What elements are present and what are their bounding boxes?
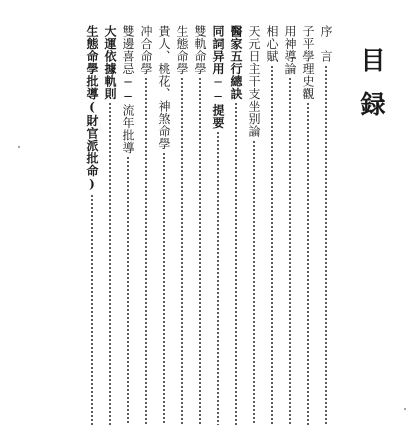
scan-speck bbox=[18, 146, 20, 148]
toc-entry-label: 冲合命學 bbox=[139, 25, 153, 75]
dot-leader bbox=[91, 194, 93, 426]
toc-entry-label: 相心賦 bbox=[265, 25, 279, 63]
toc-entry-label: 子平學理史觀 bbox=[301, 25, 315, 100]
toc-entry[interactable] bbox=[121, 25, 135, 425]
heading-char-lu: 録 bbox=[360, 90, 386, 119]
toc-entry-label: 生態命學 bbox=[175, 25, 189, 75]
dot-leader bbox=[253, 140, 255, 426]
dot-leader bbox=[127, 156, 129, 425]
scan-speck bbox=[404, 408, 406, 410]
dot-leader bbox=[163, 152, 165, 425]
dot-leader bbox=[199, 77, 201, 425]
toc-entry-label: 同詞异用──提要 bbox=[211, 25, 225, 129]
toc-entry-label: 雙軌命學 bbox=[193, 25, 207, 75]
contents-heading bbox=[355, 46, 391, 134]
toc-entry[interactable] bbox=[211, 25, 225, 425]
dot-leader bbox=[271, 65, 273, 426]
toc-entry[interactable] bbox=[247, 25, 261, 425]
toc-entry[interactable] bbox=[139, 25, 153, 425]
toc-entry[interactable] bbox=[175, 25, 189, 425]
toc-entry-label: 天元日主干支坐别論 bbox=[247, 25, 261, 138]
toc-entry[interactable] bbox=[157, 25, 171, 425]
toc-entry-label: 貴人、桃花、神煞命學 bbox=[157, 25, 171, 150]
toc-entry[interactable] bbox=[265, 25, 279, 425]
dot-leader bbox=[181, 77, 183, 425]
dot-leader bbox=[289, 77, 291, 425]
toc-entry-label: 序 言 bbox=[319, 25, 333, 63]
toc-entry[interactable] bbox=[229, 25, 243, 425]
toc-entry[interactable] bbox=[103, 25, 117, 425]
dot-leader bbox=[235, 102, 237, 425]
toc-entry[interactable] bbox=[193, 25, 207, 425]
toc-entry[interactable] bbox=[85, 25, 99, 425]
toc-entry-label: 醫家五行總訣 bbox=[229, 25, 243, 100]
toc-entry-label: 雙邊喜忌──流年批導 bbox=[121, 25, 135, 154]
toc-entry[interactable] bbox=[319, 25, 333, 425]
toc-entry-label: 用神導論 bbox=[283, 25, 297, 75]
toc-entry-label: 大運依據軌則 bbox=[103, 25, 117, 100]
toc-entry[interactable] bbox=[301, 25, 315, 425]
dot-leader bbox=[145, 77, 147, 425]
dot-leader bbox=[217, 131, 219, 425]
toc-entry[interactable] bbox=[283, 25, 297, 425]
toc-entry-label: 生態命學批導(財官派批命) bbox=[85, 25, 99, 192]
dot-leader bbox=[325, 65, 327, 426]
heading-char-mu: 目 bbox=[360, 46, 386, 75]
dot-leader bbox=[109, 102, 111, 425]
dot-leader bbox=[307, 102, 309, 425]
